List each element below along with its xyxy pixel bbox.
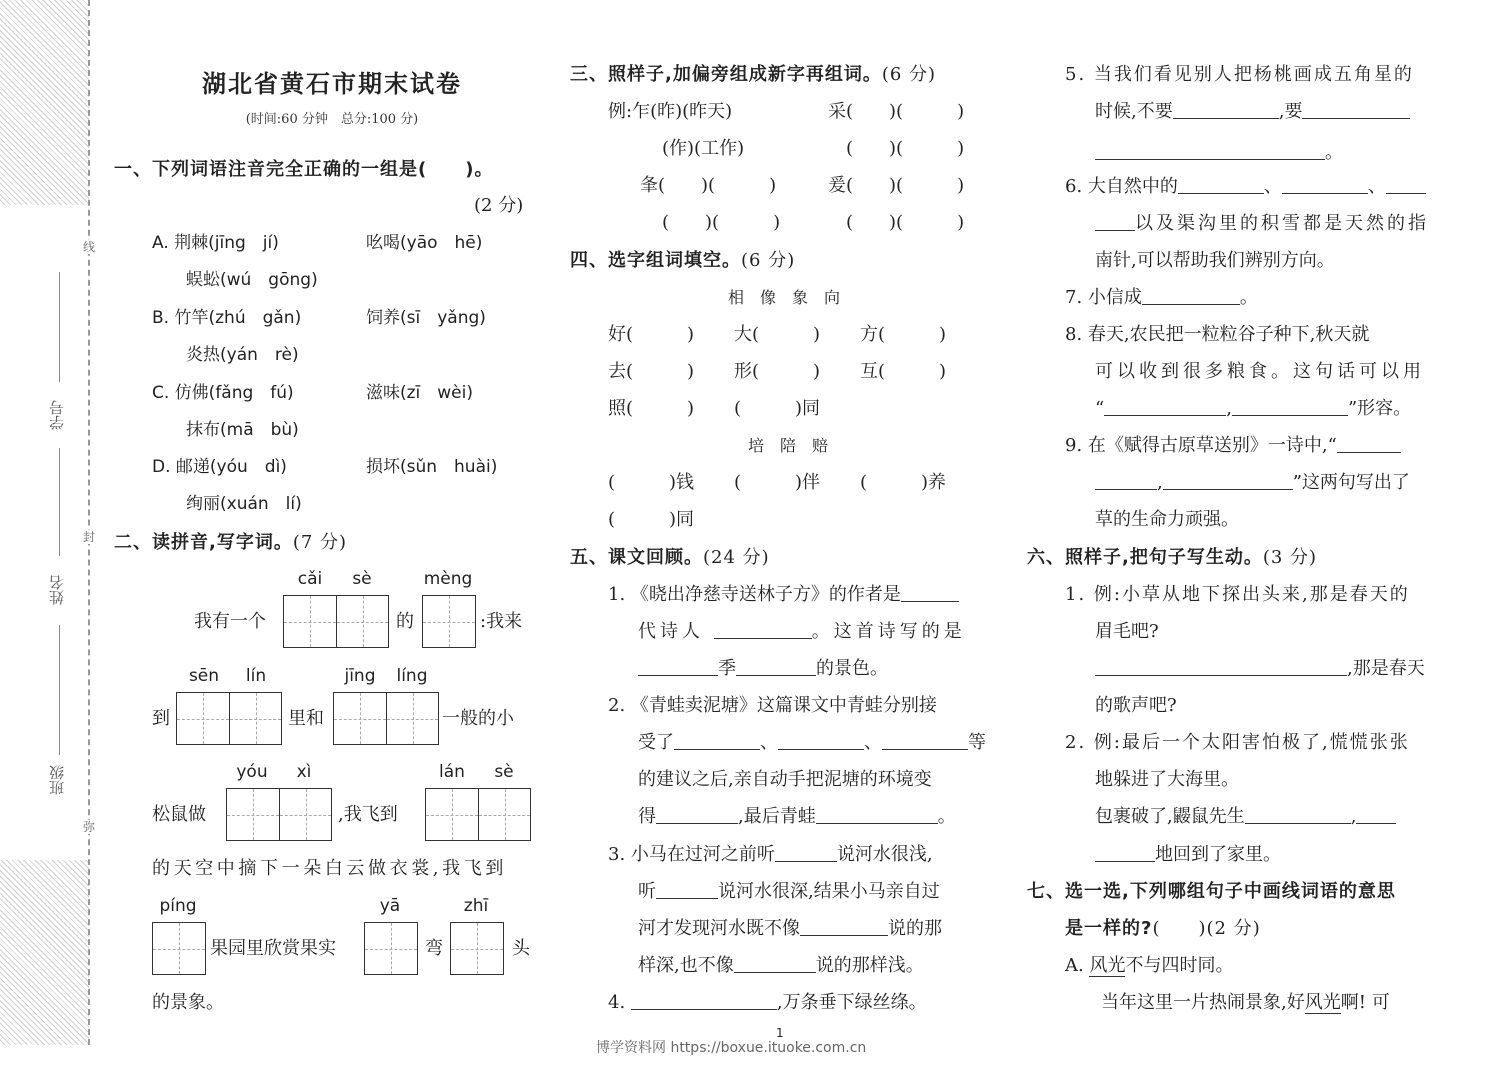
q2-text: 的天空中摘下一朵白云做衣裳,我飞到 (152, 858, 507, 879)
name-label: 姓名 (46, 570, 66, 610)
q5-text: 以及渠沟里的积雪都是天然的指 (1135, 213, 1429, 234)
q4-blank[interactable]: ( )钱 (608, 472, 695, 493)
q2-text: 头 (512, 938, 530, 959)
q2-text: 松鼠做 (152, 804, 206, 825)
q5-text: ”这两句写出了 (1292, 472, 1410, 493)
q5-text: 南针,可以帮助我们辨别方向。 (1095, 250, 1335, 271)
q4-blank[interactable]: 去( ) (608, 361, 695, 382)
watermark-link[interactable]: 博学资料网 https://boxue.ituoke.com.cn (596, 1040, 867, 1056)
q5-text: ,最后青蛙 (738, 806, 816, 827)
q7-option-a[interactable]: A. (1065, 955, 1084, 976)
q5-item-num: 3. (608, 844, 626, 865)
q1-option-a-label[interactable]: A. (152, 233, 169, 253)
writing-box-senlin[interactable] (176, 692, 282, 745)
q5-text: 的建议之后,亲自动手把泥塘的环境变 (638, 769, 932, 790)
q3-answer-feng[interactable]: 夆( )( ) (640, 175, 777, 196)
q7-answer-slot[interactable]: ( )(2 分) (1152, 918, 1261, 939)
q4-blank[interactable]: ( )养 (860, 472, 947, 493)
q1-b-item2: 饲养(sī yǎng) (366, 308, 486, 328)
answer-blank[interactable] (1178, 174, 1264, 194)
q4-blank[interactable]: ( )同 (734, 398, 821, 419)
cut-mark-feng: 封 (80, 530, 98, 544)
pinyin-lan: lán (439, 762, 465, 782)
q6-text: 包裹破了,鼹鼠先生 (1095, 806, 1245, 827)
q1-d-item1: 邮递(yóu dì) (175, 457, 287, 477)
q5-text: 说的那样浅。 (815, 955, 924, 976)
q6-text: 的歌声吧? (1095, 695, 1177, 716)
answer-blank[interactable] (656, 879, 718, 899)
answer-blank[interactable] (800, 916, 888, 936)
q5-text: 当我们看见别人把杨桃画成五角星的 (1093, 64, 1414, 85)
student-id-label: 学号 (46, 395, 66, 435)
answer-blank[interactable] (1095, 842, 1155, 862)
q5-item-num: 2. (608, 695, 626, 716)
answer-blank[interactable] (1173, 99, 1279, 119)
q5-text: 小马在过河之前听 (630, 844, 775, 865)
q4-blank[interactable]: ( )伴 (734, 472, 821, 493)
q5-text: , (1226, 398, 1232, 419)
writing-box-ping[interactable] (152, 922, 206, 975)
pinyin-cai: cǎi (297, 569, 323, 589)
cut-mark-mi: 弥 (80, 820, 98, 834)
q2-heading: 二、读拼音,写字词。(7 分) (114, 532, 348, 553)
q4-char-group-1: 相 像 象 向 (728, 288, 841, 307)
answer-blank[interactable] (1163, 470, 1293, 490)
pinyin-zhi: zhī (463, 896, 489, 916)
q5-text: ,要 (1278, 101, 1303, 122)
pinyin-ping: píng (159, 896, 197, 916)
q6-heading: 六、照样子,把句子写生动。(3 分) (1027, 547, 1318, 568)
answer-blank[interactable] (1095, 656, 1347, 676)
q6-text: , (1350, 806, 1357, 827)
q5-text: 得 (638, 806, 656, 827)
q1-d-item2: 损坏(sǔn huài) (366, 457, 498, 477)
q5-text: 听 (638, 881, 656, 902)
answer-blank[interactable] (1245, 804, 1351, 824)
q6-text: 例:最后一个太阳害怕极了,慌慌张张 (1093, 732, 1410, 753)
underlined-word: 风光 (1304, 992, 1341, 1013)
q3-answer-cai-2[interactable]: ( )( ) (846, 138, 965, 159)
answer-blank[interactable] (736, 656, 816, 676)
q3-example-row: 乍(昨)(昨天) (632, 101, 733, 122)
q4-heading: 四、选字组词填空。(6 分) (570, 250, 796, 271)
q4-blank[interactable]: 互( ) (860, 361, 947, 382)
q5-text: 草的生命力顽强。 (1095, 509, 1239, 530)
q5-heading: 五、课文回顾。(24 分) (570, 547, 770, 568)
q1-c-item3: 抹布(mā bù) (186, 420, 299, 440)
answer-blank[interactable] (1302, 99, 1410, 119)
q4-blank[interactable]: 照( ) (608, 398, 695, 419)
q1-d-item3: 绚丽(xuán lí) (186, 494, 302, 514)
pinyin-se2: sè (494, 762, 514, 782)
q5-text: 等 (968, 732, 986, 753)
answer-blank[interactable] (882, 730, 968, 750)
answer-blank[interactable] (1095, 470, 1157, 490)
q7-text: 啊! 可 (1340, 992, 1390, 1013)
q5-text: 、 (864, 732, 882, 753)
q3-example-row2: (作)(工作) (662, 138, 745, 159)
q2-text: 一般的小 (442, 708, 514, 729)
page-number: 1 (776, 1026, 784, 1040)
class-label: 班级 (46, 760, 66, 800)
answer-blank[interactable] (1356, 804, 1396, 824)
underlined-word: 风光 (1089, 955, 1126, 976)
answer-blank[interactable] (714, 619, 812, 639)
q1-a-item3: 蜈蚣(wú gōng) (186, 270, 318, 290)
q5-text: 代诗人 (638, 621, 704, 642)
answer-blank[interactable] (1095, 211, 1135, 231)
pinyin-ya: yā (379, 896, 401, 916)
q3-answer-feng-2[interactable]: ( )( ) (662, 212, 781, 233)
q2-text: 到 (152, 708, 170, 729)
q7-text: 不与四时同。 (1125, 955, 1234, 976)
q5-text: 可以收到很多粮食。这句话可以用 (1095, 361, 1425, 382)
q1-a-item1: 荆棘(jīng jí) (174, 233, 279, 253)
q1-option-d-label[interactable]: D. (152, 457, 171, 477)
answer-blank[interactable] (656, 804, 738, 824)
answer-blank[interactable] (778, 730, 864, 750)
q3-answer-yuan[interactable]: 爰( )( ) (828, 175, 965, 196)
binding-hatch-bottom (0, 860, 89, 1045)
q6-text: ,那是春天 (1347, 658, 1425, 679)
q5-text: 时候,不要 (1095, 101, 1173, 122)
q5-text: 在《赋得古原草送别》一诗中,“ (1087, 435, 1337, 456)
q1-b-item3: 炎热(yán rè) (186, 345, 299, 365)
answer-blank[interactable] (1095, 140, 1325, 160)
q3-heading: 三、照样子,加偏旁组成新字再组词。(6 分) (570, 64, 937, 85)
answer-blank[interactable] (775, 842, 837, 862)
q3-answer-yuan-2[interactable]: ( )( ) (846, 212, 965, 233)
answer-blank[interactable] (1104, 396, 1226, 416)
q4-blank[interactable]: ( )同 (608, 509, 695, 530)
pinyin-meng: mèng (423, 569, 473, 589)
cut-mark-xian: 线 (80, 240, 98, 254)
q5-text: 。这首诗写的是 (811, 621, 966, 642)
q6-item-num: 2. (1065, 732, 1087, 753)
q5-item-num: 9. (1065, 435, 1083, 456)
writing-box-zhi[interactable] (450, 922, 504, 975)
writing-box-caise[interactable] (283, 595, 389, 648)
q4-blank[interactable]: 大( ) (734, 324, 821, 345)
q6-text: 例:小草从地下探出头来,那是春天的 (1093, 584, 1410, 605)
q5-text: 《晓出净慈寺送林子方》的作者是 (630, 584, 901, 605)
q1-c-item1: 仿佛(fǎng fú) (174, 383, 294, 403)
page-title: 湖北省黄石市期末试卷 (202, 69, 462, 98)
q2-text: 的 (396, 611, 414, 632)
q6-text: 眉毛吧? (1095, 621, 1159, 642)
q1-option-c-label[interactable]: C. (152, 383, 170, 403)
q7-heading: 七、选一选,下列哪组句子中画线词语的意思 (1027, 881, 1396, 902)
q4-blank[interactable]: 好( ) (608, 324, 695, 345)
q4-char-group-2: 培 陪 赔 (748, 436, 829, 455)
q5-text: 河才发现河水既不像 (638, 918, 800, 939)
q5-text: 。 (1239, 287, 1258, 308)
q2-text: 的景象。 (152, 992, 224, 1013)
answer-blank[interactable] (901, 582, 959, 602)
q5-text: 小信成 (1087, 287, 1142, 308)
pinyin-xi: xì (296, 762, 312, 782)
q5-item-num: 5. (1065, 64, 1087, 85)
q2-text: 里和 (288, 708, 324, 729)
pinyin-se: sè (352, 569, 372, 589)
q5-text: 《青蛙卖泥塘》这篇课文中青蛙分别接 (630, 695, 937, 716)
student-id-line[interactable] (59, 272, 60, 382)
writing-box-ya[interactable] (364, 922, 418, 975)
q5-text: 的景色。 (816, 658, 888, 679)
pinyin-sen: sēn (188, 666, 220, 686)
q6-item-num: 1. (1065, 584, 1087, 605)
writing-box-lanse[interactable] (425, 788, 531, 841)
q5-text: , (1157, 472, 1163, 493)
answer-blank[interactable] (734, 953, 816, 973)
q5-item-num: 8. (1065, 324, 1083, 345)
q5-text: 季 (718, 658, 736, 679)
q1-option-b-label[interactable]: B. (152, 308, 170, 328)
q2-text: 果园里欣赏果实 (210, 938, 336, 959)
answer-blank[interactable] (1337, 433, 1401, 453)
student-id-line-2 (59, 448, 60, 556)
q1-heading: 一、下列词语注音完全正确的一组是( )。 (114, 159, 494, 180)
answer-blank[interactable] (631, 990, 777, 1010)
q3-answer-cai[interactable]: 采( )( ) (828, 101, 965, 122)
pinyin-jing: jīng (344, 666, 376, 686)
q5-text: 、 (1263, 176, 1282, 197)
q1-c-item2: 滋味(zī wèi) (366, 383, 473, 403)
q2-text: 弯 (425, 938, 443, 959)
binding-hatch-top (0, 0, 89, 205)
answer-blank[interactable] (1232, 396, 1348, 416)
pinyin-ling: líng (396, 666, 428, 686)
q5-text: 春天,农民把一粒粒谷子种下,秋天就 (1087, 324, 1370, 345)
q5-text: 说河水很浅, (836, 844, 933, 865)
q7-heading-2: 是一样的? (1065, 918, 1153, 939)
answer-blank[interactable] (1282, 174, 1368, 194)
q2-text: :我来 (480, 611, 523, 632)
q5-text: 、 (1367, 176, 1386, 197)
q5-text: “ (1095, 398, 1105, 419)
q1-b-item1: 竹竿(zhú gǎn) (174, 308, 302, 328)
writing-box-jingling[interactable] (333, 692, 439, 745)
writing-box-youxi[interactable] (226, 788, 332, 841)
q5-item-num: 1. (608, 584, 626, 605)
answer-blank[interactable] (1142, 285, 1240, 305)
q5-text: 。 (937, 806, 956, 827)
q5-text: 。 (1325, 142, 1343, 163)
q5-text: 大自然中的 (1087, 176, 1178, 197)
answer-blank[interactable] (816, 804, 938, 824)
answer-blank[interactable] (674, 730, 760, 750)
q3-example-label: 例: (608, 101, 633, 122)
answer-blank[interactable] (638, 656, 718, 676)
pinyin-you: yóu (236, 762, 268, 782)
q5-text: 说河水很深,结果小马亲自过 (718, 881, 940, 902)
q6-text: 地回到了家里。 (1155, 844, 1281, 865)
q1-points: (2 分) (474, 195, 524, 216)
q5-item-num: 4. (608, 992, 626, 1013)
q7-text: 当年这里一片热闹景象,好 (1101, 992, 1305, 1013)
q5-text: 受了 (638, 732, 674, 753)
q4-blank[interactable]: 形( ) (734, 361, 821, 382)
q1-a-item2: 吆喝(yāo hē) (366, 233, 483, 253)
q5-text: ”形容。 (1347, 398, 1412, 419)
writing-box-meng[interactable] (422, 595, 476, 648)
q2-text: 我有一个 (194, 611, 266, 632)
q5-text: 说的那 (888, 918, 942, 939)
q5-item-num: 6. (1065, 176, 1083, 197)
q5-text: 、 (760, 732, 778, 753)
name-line[interactable] (59, 625, 60, 755)
cut-line (88, 0, 90, 1045)
q5-text: ,万条垂下绿丝绦。 (776, 992, 927, 1013)
pinyin-lin: lín (245, 666, 267, 686)
q5-text: 样深,也不像 (638, 955, 734, 976)
q4-blank[interactable]: 方( ) (860, 324, 947, 345)
q6-text: 地躲进了大海里。 (1095, 769, 1239, 790)
q5-item-num: 7. (1065, 287, 1083, 308)
q2-text: ,我飞到 (338, 804, 398, 825)
answer-blank[interactable] (1386, 174, 1426, 194)
exam-info: (时间:60 分钟 总分:100 分) (245, 112, 419, 127)
